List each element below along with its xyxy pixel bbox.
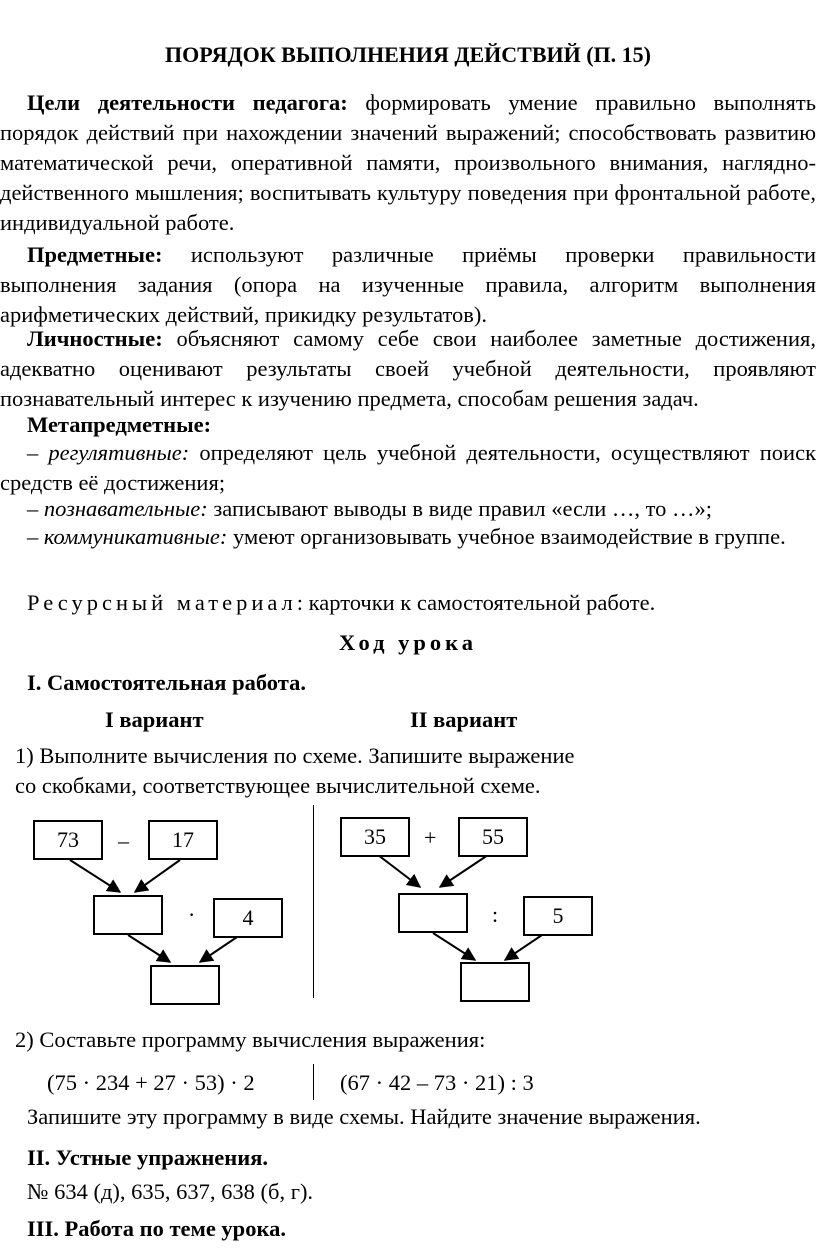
scheme-1-operand-b: 17 xyxy=(148,820,218,860)
expression-divider xyxy=(313,1064,314,1100)
arrow-2d xyxy=(505,933,545,960)
section-2-text: № 634 (д), 635, 637, 638 (б, г). xyxy=(27,1179,314,1204)
page-title: ПОРЯДОК ВЫПОЛНЕНИЯ ДЕЙСТВИЙ (П. 15) xyxy=(165,42,651,67)
arrow-2a xyxy=(378,855,420,887)
personal-text: объясняют самому себе свои наиболее заметные достижения, адекватно оценивают результаты своей учебной деятельности, проявляют познавательный интерес к изучению предмета, способам решения задач. xyxy=(0,326,816,411)
resources-label: Ресурсный материал xyxy=(27,590,297,615)
personal-label: Личностные: xyxy=(27,326,163,351)
cognitive-label: познавательные: xyxy=(43,496,208,521)
arrow-1d xyxy=(200,935,240,962)
goals-text: формировать умение правильно выполнять порядок действий при нахождении значений выражений; способствовать развитию математической речи, оперативной памяти, произвольного внимания, наглядно-действенного мышления; воспитывать культуру поведения при фронтальной работе, индивидуальной работе. xyxy=(0,90,816,235)
section-3-heading: III. Работа по теме урока. xyxy=(27,1216,286,1241)
task-1-line-2: со скобками, соответствующее вычислительной схеме. xyxy=(15,773,541,798)
regulative-label: регулятивные: xyxy=(48,440,190,465)
scheme-2-operand-c: 5 xyxy=(523,896,593,936)
dash: – xyxy=(27,496,39,521)
scheme-2-result-box xyxy=(460,962,530,1002)
scheme-1-operator-1: – xyxy=(118,828,129,853)
expression-2: (67 · 42 – 73 · 21) : 3 xyxy=(340,1070,534,1095)
dash: – xyxy=(27,440,39,465)
section-1-heading: I. Самостоятельная работа. xyxy=(27,670,306,695)
cognitive-text: записывают выводы в виде правил «если …, то …»; xyxy=(207,496,713,521)
arrow-1a xyxy=(70,860,120,892)
arrow-2b xyxy=(440,855,488,887)
meta-label: Метапредметные: xyxy=(27,412,212,437)
goals-label: Цели деятельности педагога: xyxy=(27,90,348,115)
arrow-2c xyxy=(433,933,475,960)
scheme-2-operand-a: 35 xyxy=(340,817,410,857)
arrow-1b xyxy=(135,860,180,892)
scheme-2-operator-1: + xyxy=(424,825,437,850)
lesson-heading: Ход урока xyxy=(338,630,478,655)
scheme-1-operand-c: 4 xyxy=(213,898,283,938)
dash: – xyxy=(27,524,39,549)
scheme-2-operand-b: 55 xyxy=(458,817,528,857)
communicative-text: умеют организовывать учебное взаимодействие в группе. xyxy=(227,524,786,549)
section-2-heading: II. Устные упражнения. xyxy=(27,1145,268,1170)
subject-text: используют различные приёмы проверки правильности выполнения задания (опора на изученные правила, алгоритм выполнения арифметических действий, прикидку результатов). xyxy=(0,242,816,327)
task-2-text: 2) Составьте программу вычисления выражения: xyxy=(15,1027,486,1052)
scheme-1-operand-a: 73 xyxy=(33,820,103,860)
task-1-line-1: 1) Выполните вычисления по схеме. Запишите выражение xyxy=(15,743,575,768)
communicative-label: коммуникативные: xyxy=(43,524,228,549)
subject-label: Предметные: xyxy=(27,242,163,267)
scheme-2-operator-2: : xyxy=(492,902,499,927)
scheme-1-result-box xyxy=(150,965,220,1005)
scheme-1-intermediate-box xyxy=(93,895,163,935)
variant-divider xyxy=(313,805,314,998)
variant-2-label: II вариант xyxy=(410,707,518,732)
variant-1-label: I вариант xyxy=(105,707,204,732)
task-2-note: Запишите эту программу в виде схемы. Найдите значение выражения. xyxy=(27,1104,701,1129)
scheme-1-operator-2: · xyxy=(188,902,196,927)
expression-1: (75 · 234 + 27 · 53) · 2 xyxy=(47,1070,255,1095)
resources-text: : карточки к самостоятельной работе. xyxy=(296,590,656,615)
regulative-text: определяют цель учебной деятельности, осуществляют поиск средств её достижения; xyxy=(0,440,816,495)
arrow-1c xyxy=(128,935,170,962)
scheme-2-intermediate-box xyxy=(398,893,468,933)
